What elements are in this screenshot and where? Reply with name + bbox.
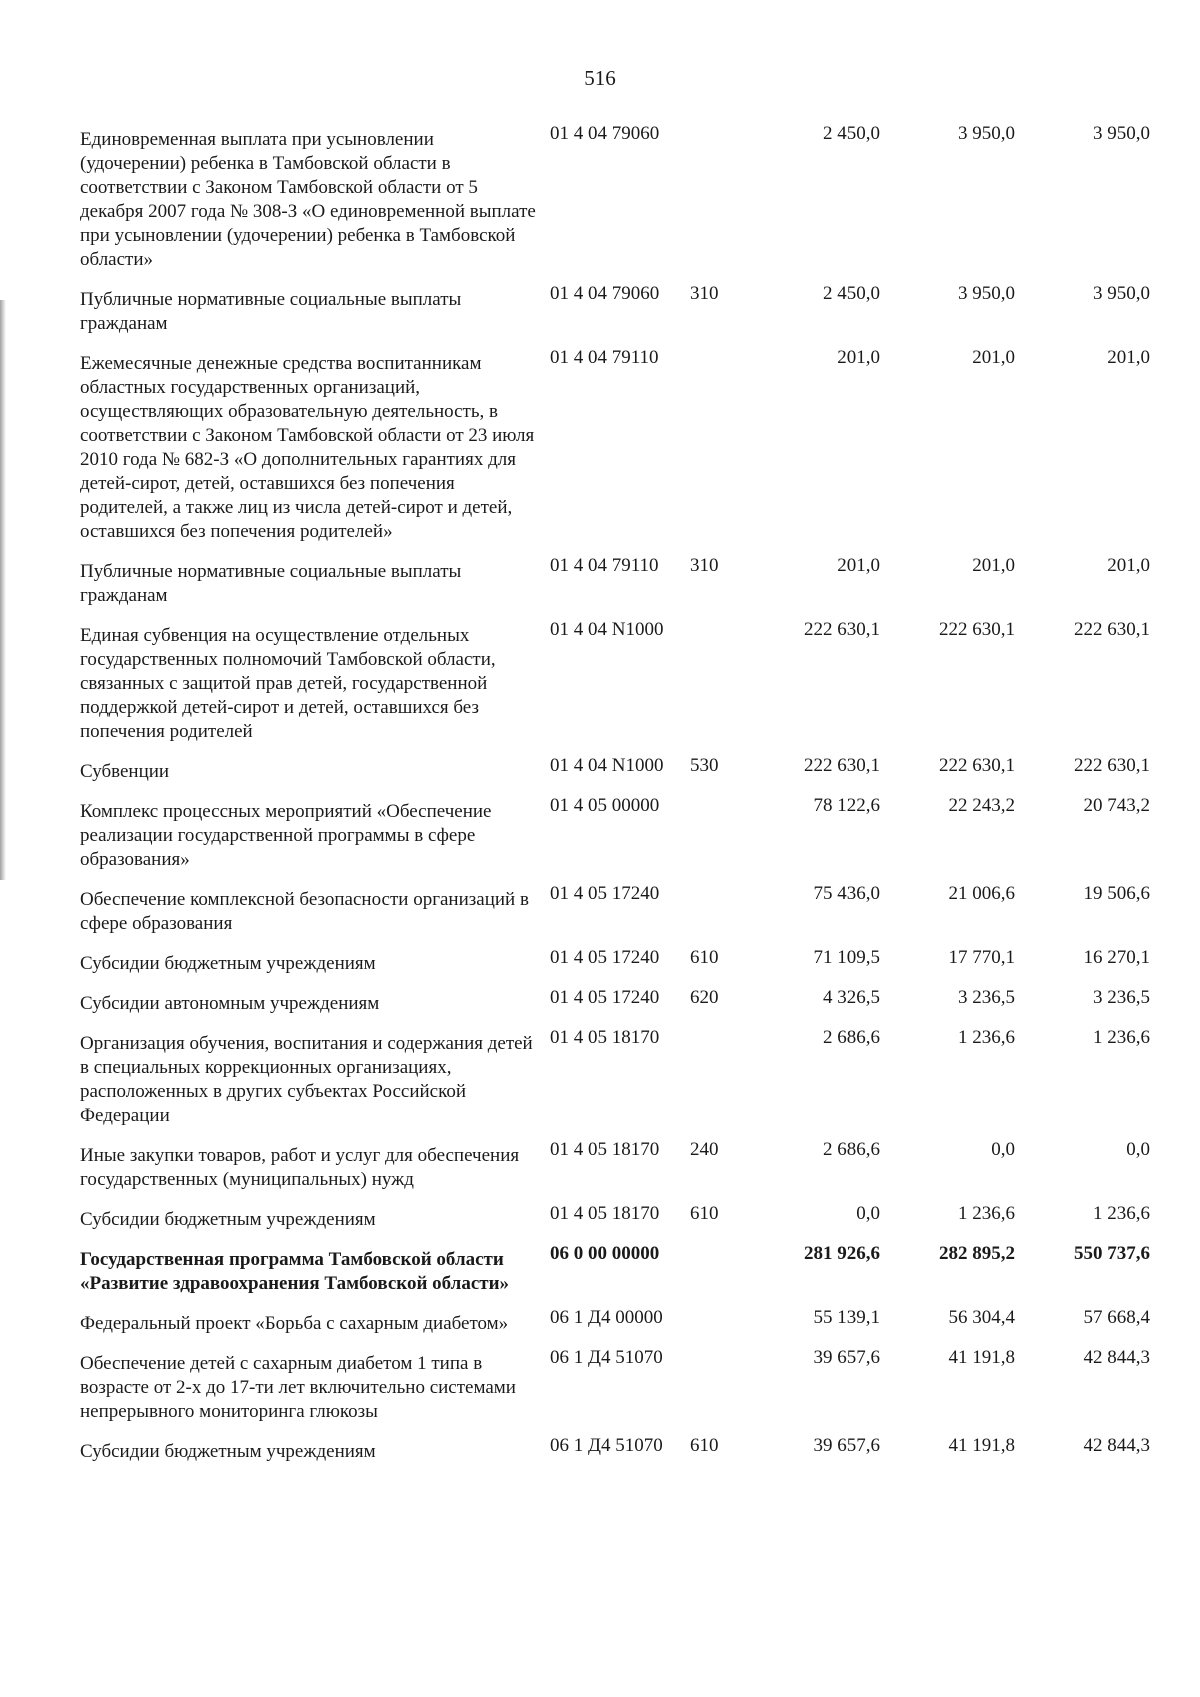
row-value-2025: 222 630,1 bbox=[939, 619, 1015, 640]
row-value-2024: 201,0 bbox=[837, 347, 880, 368]
row-name: Организация обучения, воспитания и содержания детей в специальных коррекционных организациях, расположенных в других субъектах Российской Федерации bbox=[80, 1033, 533, 1126]
row-value-2024: 201,0 bbox=[837, 555, 880, 576]
table-row bbox=[80, 1434, 1185, 1464]
table-row bbox=[80, 1202, 1185, 1232]
row-name: Единая субвенция на осуществление отдельных государственных полномочий Тамбовской области, связанных с защитой прав детей, государственной поддержкой детей-сирот и детей, оставшихся без попечения родителей bbox=[80, 625, 496, 742]
row-expense-type: 310 bbox=[690, 283, 719, 304]
row-value-2024: 39 657,6 bbox=[813, 1435, 880, 1456]
table-row bbox=[80, 1138, 1185, 1192]
table-row bbox=[80, 554, 1185, 608]
row-value-2024: 39 657,6 bbox=[813, 1347, 880, 1368]
row-value-2025: 3 236,5 bbox=[958, 987, 1015, 1008]
table-row bbox=[80, 1306, 1185, 1336]
table-row bbox=[80, 794, 1185, 872]
table-row bbox=[80, 986, 1185, 1016]
row-code: 01 4 05 17240 bbox=[550, 987, 660, 1008]
row-expense-type: 240 bbox=[690, 1139, 719, 1160]
row-name: Субсидии автономным учреждениям bbox=[80, 993, 380, 1014]
row-expense-type: 610 bbox=[690, 1203, 719, 1224]
row-value-2026: 42 844,3 bbox=[1083, 1435, 1150, 1456]
row-value-2025: 17 770,1 bbox=[948, 947, 1015, 968]
row-code: 01 4 05 17240 bbox=[550, 947, 660, 968]
row-expense-type: 620 bbox=[690, 987, 719, 1008]
row-code: 06 1 Д4 51070 bbox=[550, 1347, 663, 1368]
row-value-2025: 201,0 bbox=[972, 347, 1015, 368]
row-value-2025: 222 630,1 bbox=[939, 755, 1015, 776]
row-name: Единовременная выплата при усыновлении (удочерении) ребенка в Тамбовской области в соответствии с Законом Тамбовской области от 5 декабря 2007 года № 308-З «О единовременной выплате при усыновлении (удочерении) ребенка в Тамбовской области» bbox=[80, 129, 536, 270]
row-name: Обеспечение детей с сахарным диабетом 1 типа в возрасте от 2-х до 17-ти лет включительно системами непрерывного мониторинга глюкозы bbox=[80, 1353, 516, 1422]
row-value-2024: 71 109,5 bbox=[813, 947, 880, 968]
row-name: Публичные нормативные социальные выплаты гражданам bbox=[80, 289, 462, 334]
table-row bbox=[80, 346, 1185, 544]
row-value-2026: 42 844,3 bbox=[1083, 1347, 1150, 1368]
row-code: 01 4 04 79110 bbox=[550, 347, 659, 368]
row-expense-type: 610 bbox=[690, 947, 719, 968]
row-value-2026: 1 236,6 bbox=[1093, 1203, 1150, 1224]
row-name: Комплекс процессных мероприятий «Обеспечение реализации государственной программы в сфере образования» bbox=[80, 801, 492, 870]
table-row bbox=[80, 282, 1185, 336]
row-expense-type: 610 bbox=[690, 1435, 719, 1456]
row-code: 01 4 05 18170 bbox=[550, 1203, 660, 1224]
row-value-2026: 57 668,4 bbox=[1083, 1307, 1150, 1328]
row-value-2024: 222 630,1 bbox=[804, 755, 880, 776]
row-value-2026: 222 630,1 bbox=[1074, 755, 1150, 776]
row-value-2025: 3 950,0 bbox=[958, 123, 1015, 144]
row-value-2025: 21 006,6 bbox=[948, 883, 1015, 904]
row-value-2025: 1 236,6 bbox=[958, 1027, 1015, 1048]
row-value-2024: 281 926,6 bbox=[804, 1243, 880, 1264]
row-value-2026: 3 950,0 bbox=[1093, 283, 1150, 304]
row-code: 06 1 Д4 00000 bbox=[550, 1307, 663, 1328]
row-value-2024: 2 686,6 bbox=[823, 1139, 880, 1160]
budget-table bbox=[80, 122, 1185, 1474]
row-code: 01 4 04 79060 bbox=[550, 283, 660, 304]
row-code: 01 4 04 N1000 bbox=[550, 619, 664, 640]
row-code: 01 4 04 N1000 bbox=[550, 755, 664, 776]
row-value-2026: 550 737,6 bbox=[1074, 1243, 1150, 1264]
row-name: Публичные нормативные социальные выплаты гражданам bbox=[80, 561, 462, 606]
table-row bbox=[80, 618, 1185, 744]
row-name: Федеральный проект «Борьба с сахарным диабетом» bbox=[80, 1313, 509, 1334]
row-value-2026: 19 506,6 bbox=[1083, 883, 1150, 904]
row-code: 06 1 Д4 51070 bbox=[550, 1435, 663, 1456]
row-name: Обеспечение комплексной безопасности организаций в сфере образования bbox=[80, 889, 529, 934]
table-row bbox=[80, 1026, 1185, 1128]
row-name: Субсидии бюджетным учреждениям bbox=[80, 1441, 376, 1462]
table-row bbox=[80, 1346, 1185, 1424]
row-value-2024: 4 326,5 bbox=[823, 987, 880, 1008]
row-value-2025: 201,0 bbox=[972, 555, 1015, 576]
table-row bbox=[80, 122, 1185, 272]
row-name: Государственная программа Тамбовской области «Развитие здравоохранения Тамбовской области» bbox=[80, 1249, 510, 1294]
row-value-2024: 55 139,1 bbox=[813, 1307, 880, 1328]
row-code: 01 4 05 18170 bbox=[550, 1027, 660, 1048]
page-number: 516 bbox=[584, 66, 616, 90]
row-value-2026: 3 236,5 bbox=[1093, 987, 1150, 1008]
row-value-2026: 3 950,0 bbox=[1093, 123, 1150, 144]
row-value-2026: 201,0 bbox=[1107, 555, 1150, 576]
row-name: Ежемесячные денежные средства воспитанникам областных государственных организаций, осуществляющих образовательную деятельность, в соответствии с Законом Тамбовской области от 23 июля 2010 года № 682-З «О дополнительных гарантиях для детей-сирот, детей, оставшихся без попечения родителей, а также лиц из числа детей-сирот и детей, оставшихся без попечения родителей» bbox=[80, 353, 535, 542]
row-name: Субсидии бюджетным учреждениям bbox=[80, 1209, 376, 1230]
row-value-2024: 222 630,1 bbox=[804, 619, 880, 640]
row-code: 01 4 05 18170 bbox=[550, 1139, 660, 1160]
row-expense-type: 530 bbox=[690, 755, 719, 776]
row-value-2025: 282 895,2 bbox=[939, 1243, 1015, 1264]
row-value-2024: 2 686,6 bbox=[823, 1027, 880, 1048]
row-value-2024: 78 122,6 bbox=[813, 795, 880, 816]
table-row bbox=[80, 882, 1185, 936]
row-value-2024: 2 450,0 bbox=[823, 283, 880, 304]
row-value-2026: 16 270,1 bbox=[1083, 947, 1150, 968]
row-value-2026: 222 630,1 bbox=[1074, 619, 1150, 640]
table-row bbox=[80, 946, 1185, 976]
row-value-2026: 1 236,6 bbox=[1093, 1027, 1150, 1048]
row-value-2025: 1 236,6 bbox=[958, 1203, 1015, 1224]
row-value-2026: 201,0 bbox=[1107, 347, 1150, 368]
row-code: 01 4 04 79060 bbox=[550, 123, 660, 144]
row-value-2025: 22 243,2 bbox=[948, 795, 1015, 816]
row-value-2024: 0,0 bbox=[856, 1203, 880, 1224]
row-name: Иные закупки товаров, работ и услуг для обеспечения государственных (муниципальных) нужд bbox=[80, 1145, 520, 1190]
row-value-2026: 0,0 bbox=[1126, 1139, 1150, 1160]
row-value-2025: 56 304,4 bbox=[948, 1307, 1015, 1328]
row-value-2025: 3 950,0 bbox=[958, 283, 1015, 304]
table-row bbox=[80, 1242, 1185, 1296]
row-expense-type: 310 bbox=[690, 555, 719, 576]
row-code: 06 0 00 00000 bbox=[550, 1243, 660, 1264]
row-code: 01 4 04 79110 bbox=[550, 555, 659, 576]
scan-shadow bbox=[0, 300, 6, 880]
row-value-2025: 0,0 bbox=[991, 1139, 1015, 1160]
row-name: Субсидии бюджетным учреждениям bbox=[80, 953, 376, 974]
row-code: 01 4 05 17240 bbox=[550, 883, 660, 904]
row-value-2024: 75 436,0 bbox=[813, 883, 880, 904]
row-value-2025: 41 191,8 bbox=[948, 1347, 1015, 1368]
row-value-2025: 41 191,8 bbox=[948, 1435, 1015, 1456]
row-code: 01 4 05 00000 bbox=[550, 795, 660, 816]
table-row bbox=[80, 754, 1185, 784]
row-name: Субвенции bbox=[80, 761, 170, 782]
row-value-2024: 2 450,0 bbox=[823, 123, 880, 144]
row-value-2026: 20 743,2 bbox=[1083, 795, 1150, 816]
